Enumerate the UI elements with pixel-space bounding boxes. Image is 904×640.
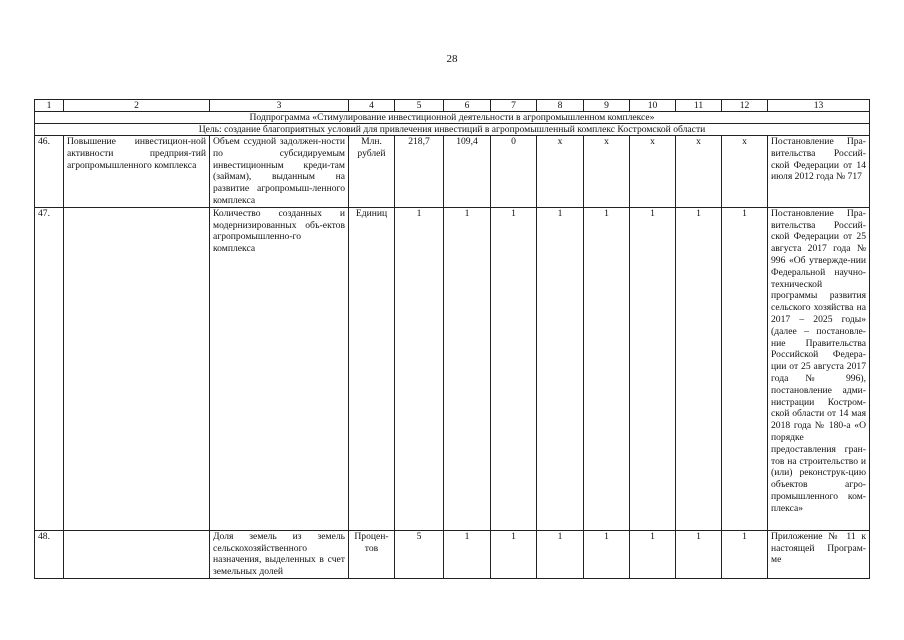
- indicator-cell: Количество созданных и модернизированных объ-ектов агропромышленно-го комплекса: [210, 207, 349, 530]
- value-cell: 1: [630, 207, 676, 530]
- source-cell: Приложение № 11 к настоящей Програм-ме: [768, 530, 870, 578]
- value-cell: 5: [395, 530, 444, 578]
- value-cell: 1: [395, 207, 444, 530]
- value-cell: 1: [537, 530, 584, 578]
- value-cell: х: [537, 136, 584, 208]
- page-number: 28: [446, 53, 458, 65]
- subprogram-row: [35, 112, 870, 124]
- column-numbers-row: [35, 100, 870, 112]
- column-number: 5: [395, 100, 444, 112]
- value-cell: 1: [491, 530, 537, 578]
- source-cell: Постановление Пра-вительства Россий-ской Федерации от 25 августа 2017 года № 996 «Об утвержде-нии Федеральной научно-технической программы развития сельского хозяйства на 2017 – 2025 годы» (далее – постановле-ние Правительства Российской Федера-ции от 25 августа 2017 года № 996), постановление адми-нистрации Костром-ской области от 14 мая 2018 года № 180-а «О порядке предоставления гран-тов на строительство и (или) реконструк-цию объектов агро-промышленного ком-плекса»: [768, 207, 870, 530]
- value-cell: 0: [491, 136, 537, 208]
- column-number: 13: [768, 100, 870, 112]
- task-cell: [64, 207, 210, 530]
- value-cell: 1: [491, 207, 537, 530]
- subprogram-title: Подпрограмма «Стимулирование инвестиционной деятельности в агропромышленном комплексе»: [35, 112, 870, 124]
- value-cell: 109,4: [444, 136, 491, 208]
- column-number: 12: [722, 100, 768, 112]
- table-row: [35, 207, 870, 530]
- unit-cell: Млн. рублей: [349, 136, 395, 208]
- column-number: 2: [64, 100, 210, 112]
- value-cell: х: [630, 136, 676, 208]
- task-cell: [64, 530, 210, 578]
- row-number: 47.: [35, 207, 64, 530]
- table-row: [35, 136, 870, 208]
- value-cell: 1: [444, 530, 491, 578]
- indicators-table: [34, 99, 870, 579]
- task-cell: Повышение инвестицион-ной активности предприя-тий агропромышленного комплекса: [64, 136, 210, 208]
- column-number: 7: [491, 100, 537, 112]
- column-number: 11: [676, 100, 722, 112]
- unit-cell: Процен-тов: [349, 530, 395, 578]
- value-cell: х: [676, 136, 722, 208]
- column-number: 9: [584, 100, 630, 112]
- value-cell: х: [584, 136, 630, 208]
- value-cell: 1: [584, 530, 630, 578]
- value-cell: х: [722, 136, 768, 208]
- table-row: [35, 530, 870, 578]
- column-number: 1: [35, 100, 64, 112]
- column-number: 6: [444, 100, 491, 112]
- column-number: 3: [210, 100, 349, 112]
- value-cell: 1: [722, 207, 768, 530]
- row-number: 46.: [35, 136, 64, 208]
- column-number: 10: [630, 100, 676, 112]
- goal-title: Цель: создание благоприятных условий для привлечения инвестиций в агропромышленный комплекс Костромской области: [35, 124, 870, 136]
- value-cell: 1: [722, 530, 768, 578]
- value-cell: 1: [537, 207, 584, 530]
- column-number: 4: [349, 100, 395, 112]
- goal-row: [35, 124, 870, 136]
- source-cell: Постановление Пра-вительства Россий-ской Федерации от 14 июля 2012 года № 717: [768, 136, 870, 208]
- value-cell: 1: [584, 207, 630, 530]
- value-cell: 1: [676, 207, 722, 530]
- value-cell: 1: [630, 530, 676, 578]
- value-cell: 1: [676, 530, 722, 578]
- indicator-cell: Доля земель из земель сельскохозяйственного назначения, выделенных в счет земельных долей: [210, 530, 349, 578]
- unit-cell: Единиц: [349, 207, 395, 530]
- column-number: 8: [537, 100, 584, 112]
- row-number: 48.: [35, 530, 64, 578]
- indicator-cell: Объем ссудной задолжен-ности по субсидируемым инвестиционным креди-там (займам), выданным на развитие агропромыш-ленного комплекса: [210, 136, 349, 208]
- value-cell: 218,7: [395, 136, 444, 208]
- value-cell: 1: [444, 207, 491, 530]
